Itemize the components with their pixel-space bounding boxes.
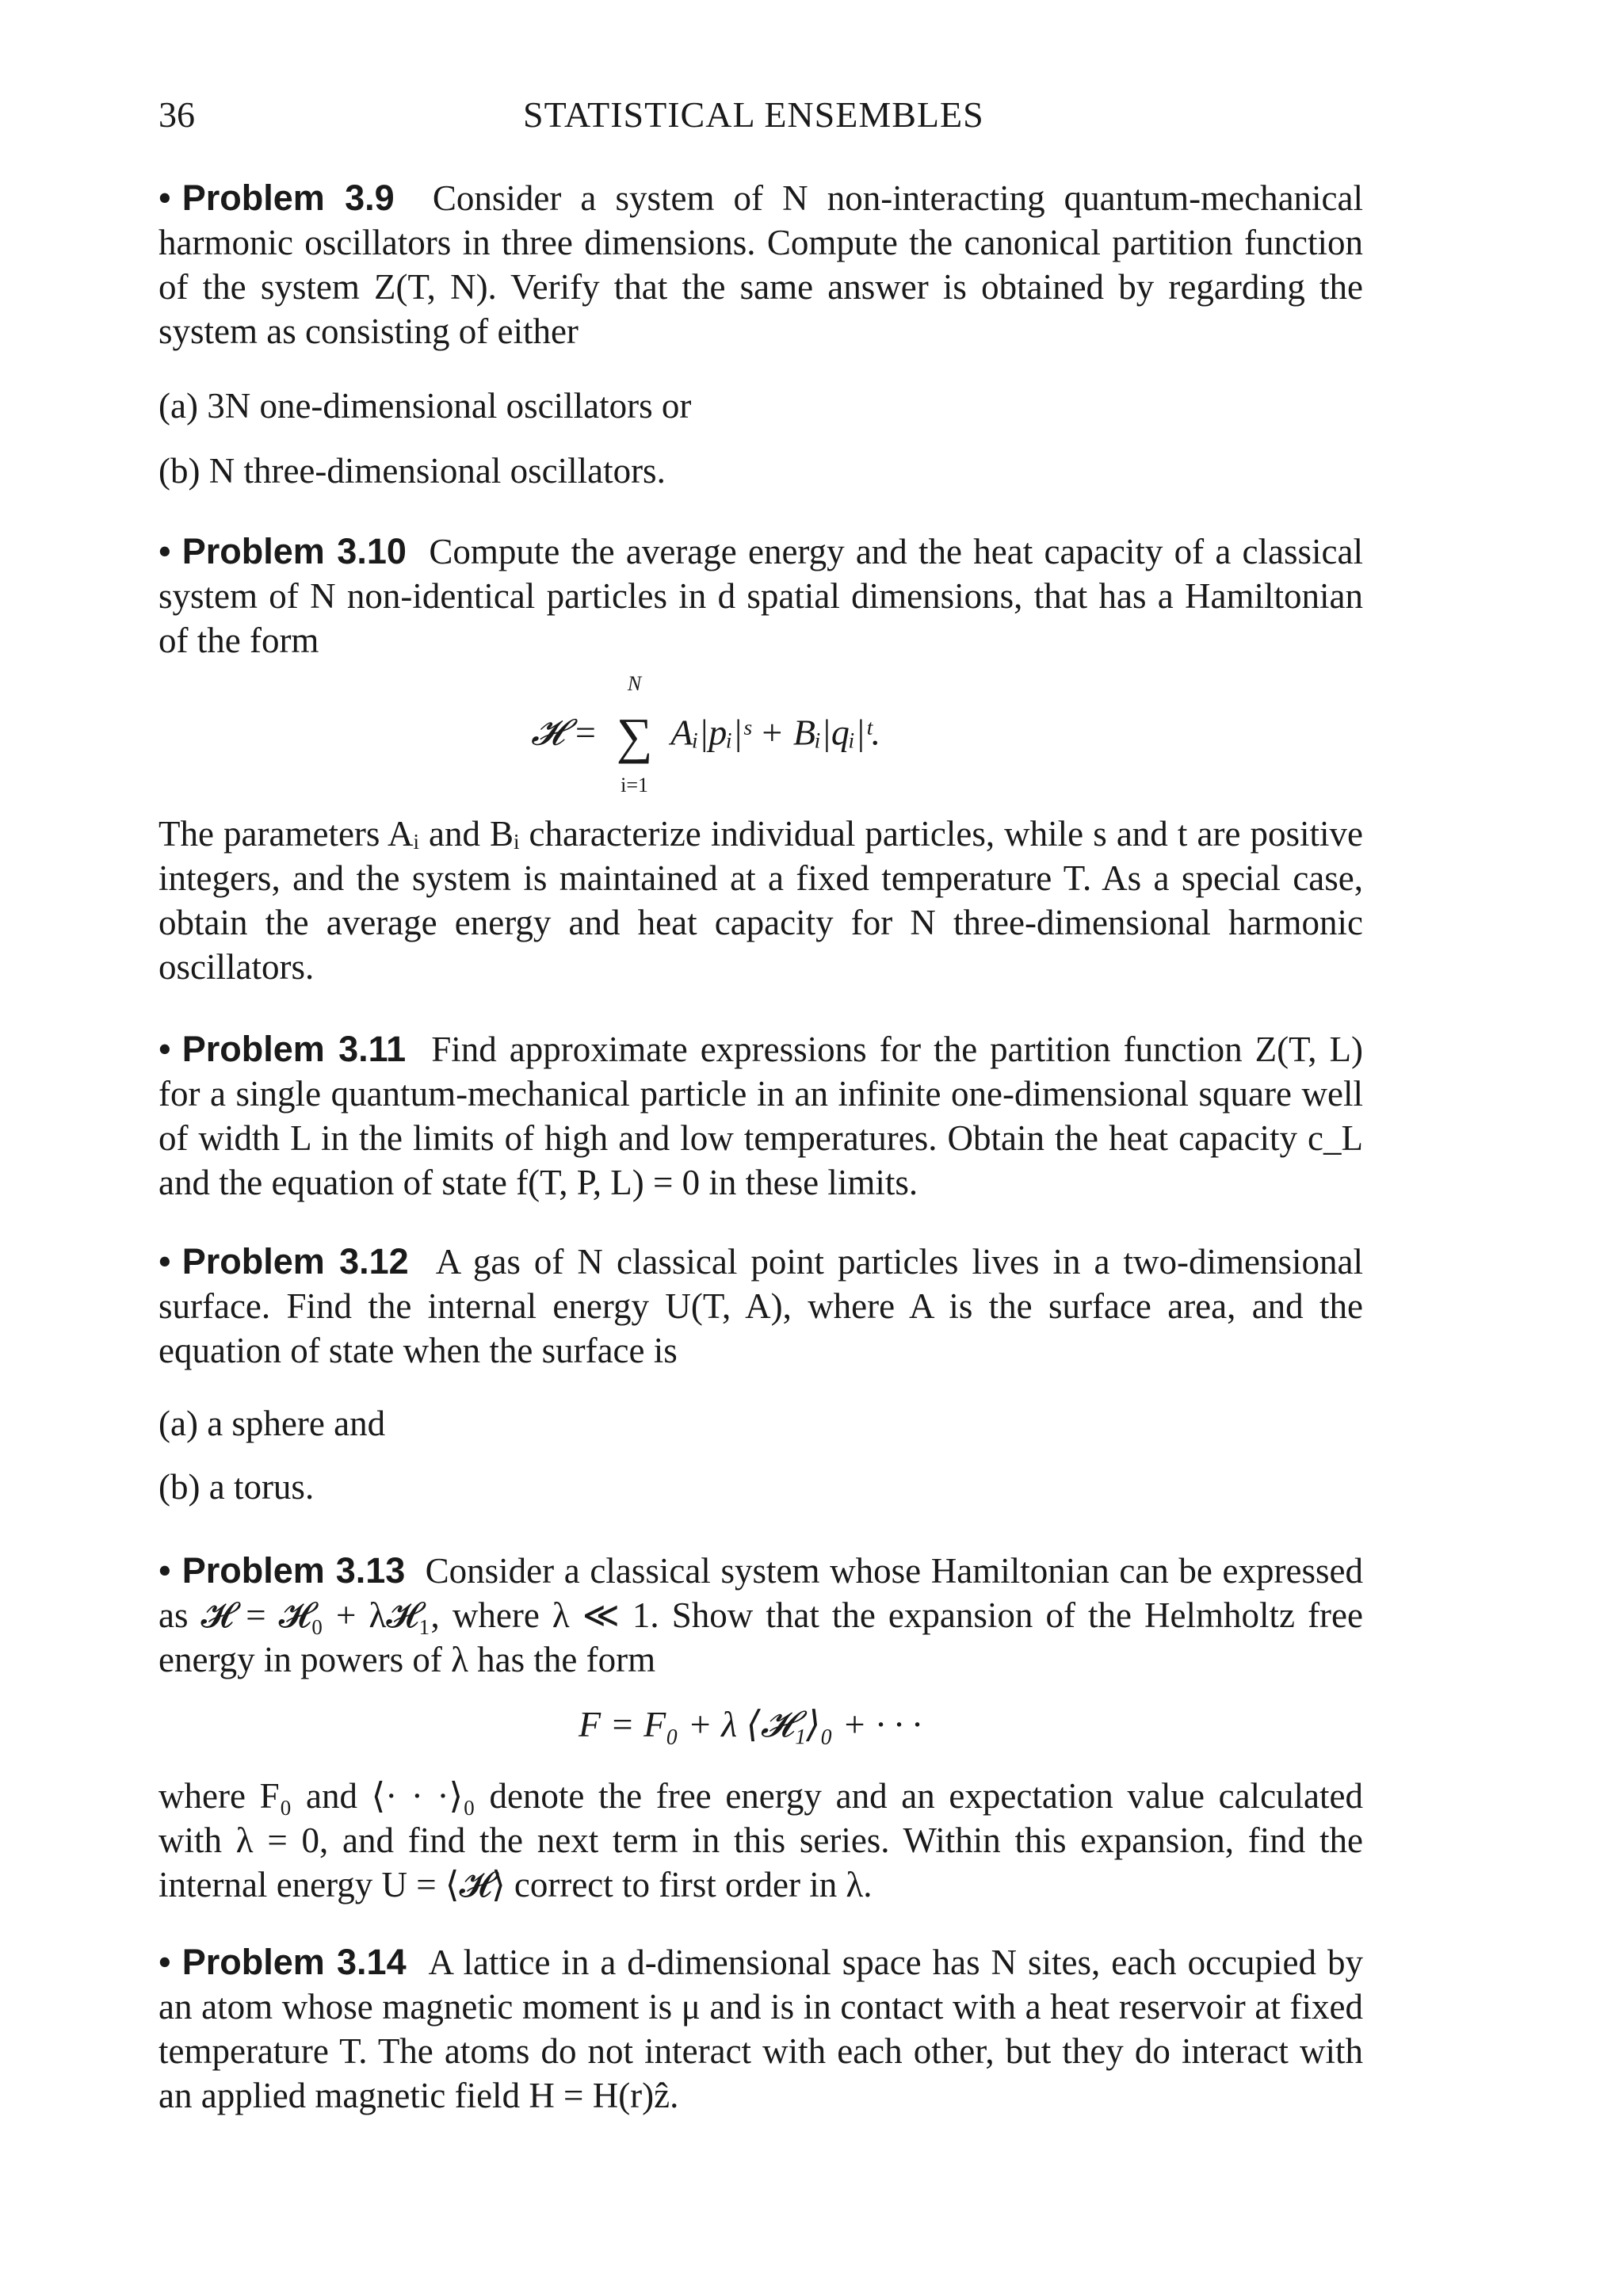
summation-symbol: N ∑ i=1 [607,707,663,766]
bullet-icon: • [158,1242,171,1282]
problem-3-10 [158,529,1363,663]
bullet-icon: • [158,1551,171,1591]
problem-3-9-item-b: (b) N three-dimensional oscillators. [158,451,666,491]
problem-3-13-continued [158,1774,1363,1907]
problem-text: Compute the average energy and the heat capacity of a classical system of N non-identical particles in d spatial dimensions, that has a Hamiltonian of the form [158,532,1363,660]
problem-3-10-continued [158,812,1363,989]
problem-text: where F₀ and ⟨· · ·⟩₀ denote the free energy and an expectation value calculated with λ = 0, and find the next term in this series. Within this expansion, find the internal energy U = ⟨𝓗⟩ correct to first order in λ. [158,1776,1363,1904]
running-head: STATISTICAL ENSEMBLES [523,94,984,135]
problem-3-11 [158,1027,1363,1205]
hamiltonian-equation [531,672,881,797]
problem-3-12-item-b: (b) a torus. [158,1467,315,1507]
problem-3-9 [158,176,1363,353]
free-energy-equation: F = F₀ + λ ⟨𝓗₁⟩₀ + · · · [579,1704,922,1744]
problem-label: Problem 3.9 [181,178,395,218]
problem-text: A lattice in a d-dimensional space has N sites, each occupied by an atom whose magnetic moment is μ and is in contact with a heat reservoir at fixed temperature T. The atoms do not interact with each other, but they do interact with an applied magnetic field H = H(r)ẑ. [158,1943,1363,2115]
bullet-icon: • [158,178,171,218]
problem-label: Problem 3.11 [181,1029,407,1069]
problem-3-12-item-a: (a) a sphere and [158,1404,386,1443]
problem-3-12 [158,1240,1363,1373]
page-number: 36 [158,94,195,135]
equation-rhs: Aᵢ|pᵢ|ˢ + Bᵢ|qᵢ|ᵗ. [670,712,881,753]
sum-upper-limit: N [627,672,642,695]
problem-label: Problem 3.10 [181,531,407,571]
problem-text: Find approximate expressions for the partition function Z(T, L) for a single quantum-mechanical particle in an infinite one-dimensional square well of width L in the limits of high and low temperatures. Obtain the heat capacity c_L and the equation of state f(T, P, L) = 0 in these limits. [158,1030,1364,1202]
equation-lhs: 𝓗 = [531,712,598,753]
sum-lower-limit: i=1 [621,774,648,797]
problem-3-13 [158,1549,1363,1682]
problem-3-9-item-a: (a) 3N one-dimensional oscillators or [158,386,692,426]
bullet-icon: • [158,532,171,571]
problem-text: Consider a system of N non-interacting quantum-mechanical harmonic oscillators in three dimensions. Compute the canonical partition function of the system Z(T, N). Verify that the same answer is obtained by regarding the system as consisting of either [158,178,1364,351]
page-header [158,94,1363,141]
problem-label: Problem 3.12 [181,1241,409,1282]
problem-label: Problem 3.13 [181,1550,406,1591]
bullet-icon: • [158,1943,171,1982]
problem-text: A gas of N classical point particles lives in a two-dimensional surface. Find the internal energy U(T, A), where A is the surface area, and the equation of state when the surface is [158,1242,1363,1370]
problem-3-14 [158,1940,1363,2118]
problem-text: The parameters Aᵢ and Bᵢ characterize individual particles, while s and t are positive integers, and the system is maintained at a fixed temperature T. As a special case, obtain the average energy and heat capacity for N three-dimensional harmonic oscillators. [158,814,1363,987]
problem-label: Problem 3.14 [181,1942,407,1982]
problem-text: Consider a classical system whose Hamiltonian can be expressed as 𝓗 = 𝓗₀ + λ𝓗₁, where λ ≪ 1. Show that the expansion of the Helmholtz free energy in powers of λ has the form [158,1551,1363,1679]
bullet-icon: • [158,1030,171,1069]
